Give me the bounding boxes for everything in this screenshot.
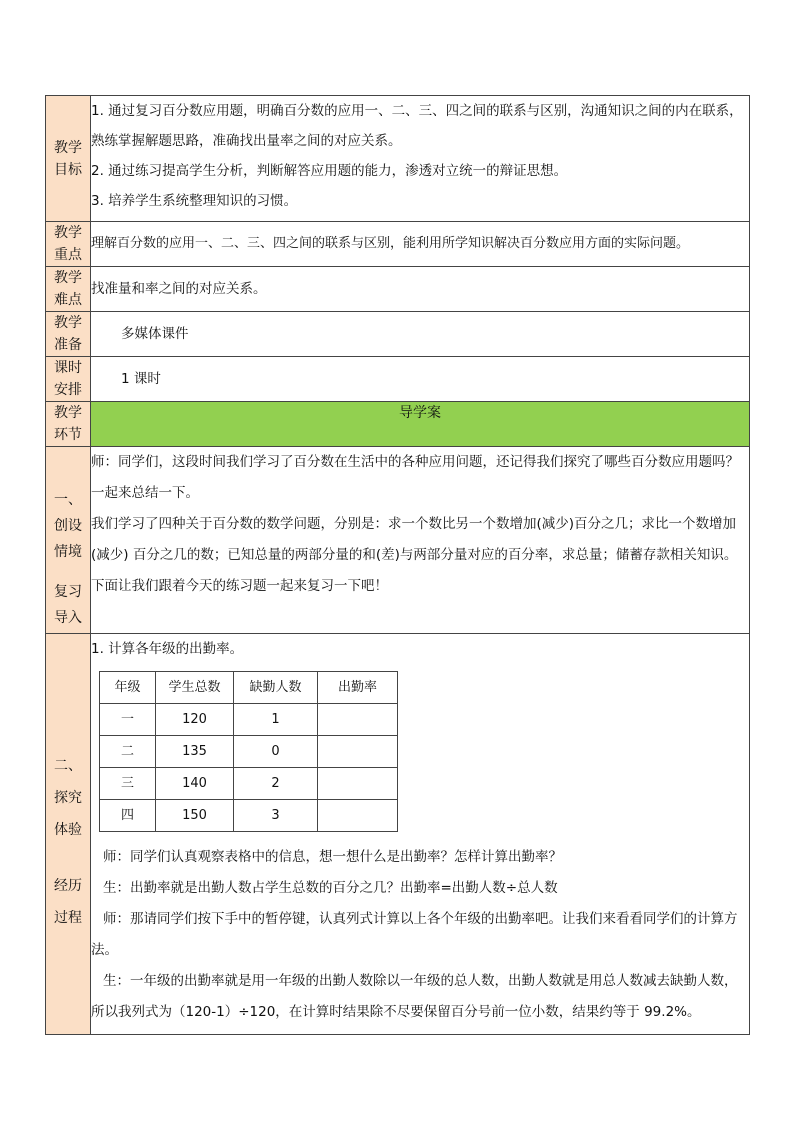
section1-label-cell [46, 447, 91, 634]
section1-paragraph: 下面让我们跟着今天的练习题一起来复习一下吧！ [91, 578, 388, 594]
lesson-plan-table [45, 95, 750, 1035]
section2-row [46, 634, 750, 1035]
grade-cell: 二 [100, 736, 156, 768]
key-points-row [46, 222, 750, 267]
difficulties-label-cell [46, 267, 91, 312]
lesson-plan [45, 95, 749, 1035]
key-points-label-cell [46, 222, 91, 267]
stage-title: 导学案 [91, 402, 750, 447]
attendance-row [100, 736, 398, 768]
rate-cell [318, 736, 398, 768]
schedule-content [91, 357, 750, 402]
rate-cell [318, 704, 398, 736]
rate-cell [318, 800, 398, 832]
grade-cell: 一 [100, 704, 156, 736]
preparation-row [46, 312, 750, 357]
section1-label-line: 导入 [54, 610, 82, 626]
goals-row [46, 96, 750, 222]
section1-paragraph: 我们学习了四种关于百分数的数学问题，分别是：求一个数比另一个数增加(减少)百分之几；求比一个数增加(减少) 百分之几的数；已知总量的两部分量的和(差)与两部分量对应的百分率，求总量；储蓄存款相关知识。 [91, 516, 738, 563]
attendance-header: 年级 [100, 672, 156, 704]
dialogue-line: 生：出勤率就是出勤人数占学生总数的百分之几？出勤率=出勤人数÷总人数 [103, 880, 558, 896]
section2-task: 1. 计算各年级的出勤率。 [91, 641, 244, 657]
section1-label-line: 一、 [54, 492, 82, 508]
section1-content [91, 447, 750, 634]
attendance-table [99, 671, 398, 832]
absent-cell: 1 [234, 704, 318, 736]
goal-item: 2. 通过练习提高学生分析，判断解答应用题的能力，渗透对立统一的辩证思想。 [91, 163, 568, 179]
goal-item: 3. 培养学生系统整理知识的习惯。 [91, 193, 298, 209]
dialogue-line: 师：同学们认真观察表格中的信息，想一想什么是出勤率？怎样计算出勤率？ [103, 849, 562, 865]
dialogue-line: 师：那请同学们按下手中的暂停键，认真列式计算以上各个年级的出勤率吧。让我们来看看同学们的计算方法。 [91, 911, 738, 958]
dialogue-line: 生：一年级的出勤率就是用一年级的出勤人数除以一年级的总人数，出勤人数就是用总人数减去缺勤人数，所以我列式为（120-1）÷120，在计算时结果除不尽要保留百分号前一位小数，结果约等于 99.2%。 [91, 973, 738, 1020]
attendance-header: 出勤率 [318, 672, 398, 704]
grade-cell: 四 [100, 800, 156, 832]
schedule-label: 课时安排 [54, 360, 82, 398]
absent-cell: 2 [234, 768, 318, 800]
section2-label-line: 探究 [54, 790, 82, 806]
section2-label-line: 二、 [54, 758, 82, 774]
key-points-content [91, 222, 750, 267]
total-cell: 120 [156, 704, 234, 736]
total-cell: 135 [156, 736, 234, 768]
preparation-label-cell [46, 312, 91, 357]
schedule-row [46, 357, 750, 402]
attendance-header-row [100, 672, 398, 704]
goals-label: 教学目标 [54, 139, 82, 178]
goal-item: 1. 通过复习百分数应用题，明确百分数的应用一、二、三、四之间的联系与区别，沟通知识之间的内在联系，熟练掌握解题思路，准确找出量率之间的对应关系。 [91, 103, 743, 149]
preparation-text: 多媒体课件 [121, 326, 189, 342]
attendance-header: 缺勤人数 [234, 672, 318, 704]
rate-cell [318, 768, 398, 800]
section2-label-line: 过程 [54, 910, 82, 926]
total-cell: 150 [156, 800, 234, 832]
difficulties-label: 教学难点 [54, 270, 82, 308]
section2-label-line: 体验 [54, 822, 82, 838]
difficulties-text: 找准量和率之间的对应关系。 [91, 281, 267, 297]
preparation-label: 教学准备 [54, 315, 82, 353]
attendance-row [100, 800, 398, 832]
section2-label-cell [46, 634, 91, 1035]
section1-label-line: 创设 [54, 518, 82, 534]
attendance-row [100, 704, 398, 736]
section1-label-line: 情境 [54, 544, 82, 560]
attendance-header: 学生总数 [156, 672, 234, 704]
section2-content [91, 634, 750, 1035]
key-points-text: 理解百分数的应用一、二、三、四之间的联系与区别，能利用所学知识解决百分数应用方面的实际问题。 [91, 236, 690, 251]
difficulties-row [46, 267, 750, 312]
preparation-content [91, 312, 750, 357]
stage-label: 教学环节 [54, 405, 82, 443]
schedule-text: 1 课时 [121, 371, 161, 387]
section1-paragraph: 师：同学们，这段时间我们学习了百分数在生活中的各种应用问题，还记得我们探究了哪些百分数应用题吗？一起来总结一下。 [91, 454, 739, 501]
stage-label-cell [46, 402, 91, 447]
section2-label-line: 经历 [54, 878, 82, 894]
key-points-label: 教学重点 [54, 225, 82, 263]
stage-row [46, 402, 750, 447]
section1-row [46, 447, 750, 634]
goals-label-cell [46, 96, 91, 222]
attendance-row [100, 768, 398, 800]
schedule-label-cell [46, 357, 91, 402]
absent-cell: 0 [234, 736, 318, 768]
difficulties-content [91, 267, 750, 312]
section1-label-line: 复习 [54, 584, 82, 600]
total-cell: 140 [156, 768, 234, 800]
absent-cell: 3 [234, 800, 318, 832]
grade-cell: 三 [100, 768, 156, 800]
goals-content [91, 96, 750, 222]
